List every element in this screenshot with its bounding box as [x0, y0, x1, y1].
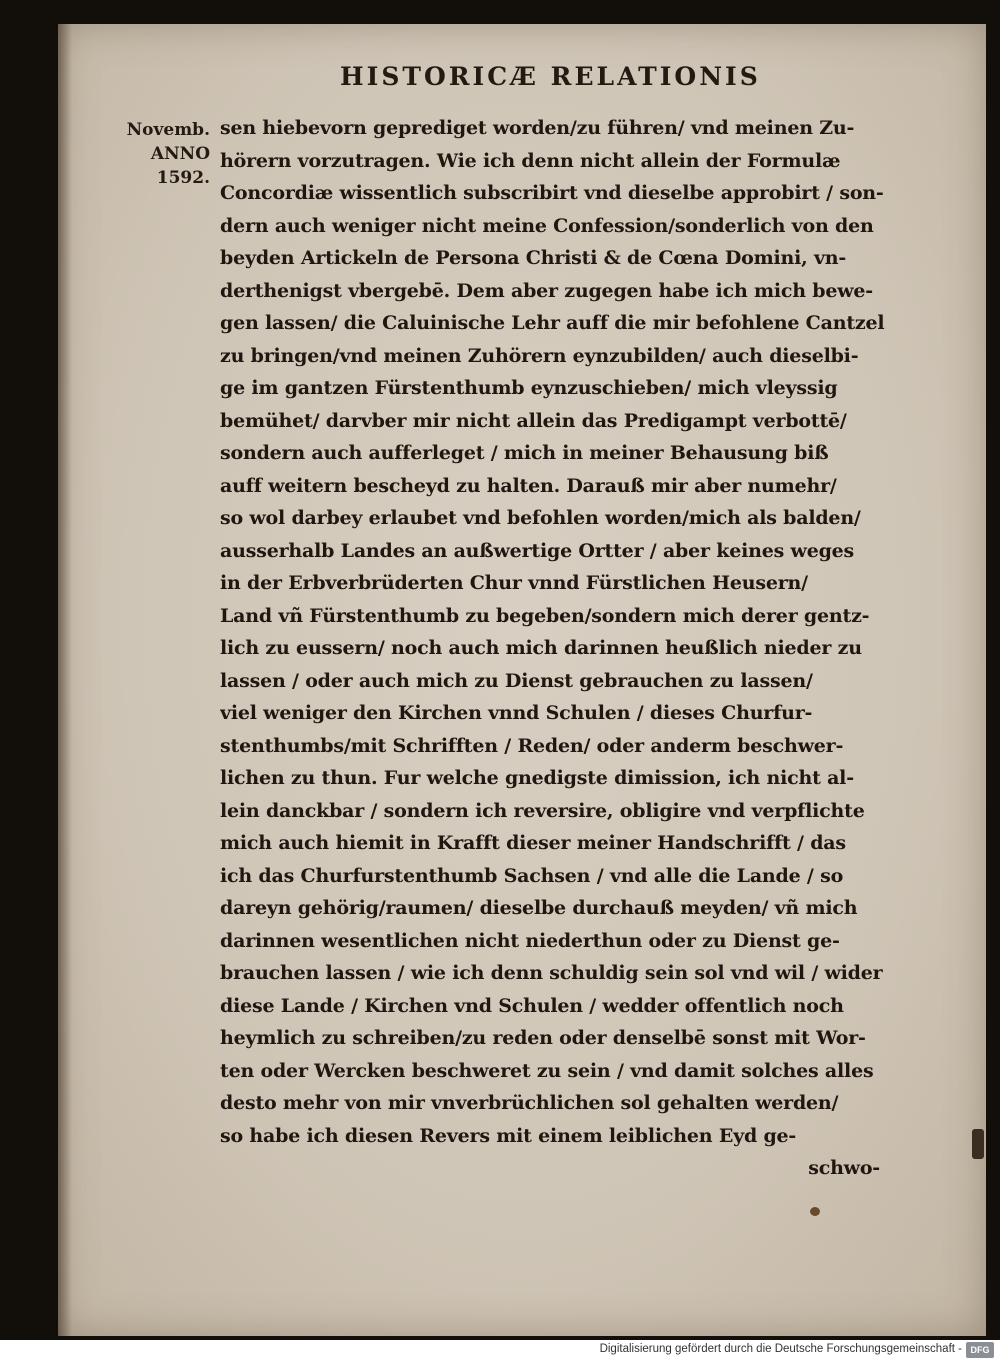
text-line: hörern vorzutragen. Wie ich denn nicht allein der Formulæ — [220, 149, 841, 172]
text-line: viel weniger den Kirchen vnnd Schulen / dieses Churfur- — [220, 702, 813, 724]
margin-note — [100, 118, 210, 190]
body-text — [220, 112, 910, 1185]
text-line: lassen / oder auch mich zu Dienst gebrauchen zu lassen/ — [220, 669, 813, 692]
catchword: schwo- — [808, 1157, 880, 1179]
text-line: heymlich zu schreiben/zu reden oder denselbē sonst mit Wor- — [220, 1027, 866, 1049]
text-line: dern auch weniger nicht meine Confession/sonderlich von den — [220, 214, 874, 237]
text-line: diese Lande / Kirchen vnd Schulen / wedder offentlich noch — [220, 994, 844, 1017]
text-line: mich auch hiemit in Krafft dieser meiner Handschrifft / das — [220, 832, 846, 854]
text-line: ich das Churfurstenthumb Sachsen / vnd alle die Lande / so — [220, 864, 844, 887]
dfg-logo: DFG — [966, 1342, 994, 1358]
text-line: Concordiæ wissentlich subscribirt vnd dieselbe approbirt / son- — [220, 182, 884, 204]
text-line: lichen zu thun. Fur welche gnedigste dimission, ich nicht al- — [220, 767, 854, 789]
text-line: ten oder Wercken beschweret zu sein / vnd damit solches alles — [220, 1059, 874, 1082]
text-line: lein danckbar / sondern ich reversire, obligire vnd verpflichte — [220, 799, 865, 822]
text-line: ge im gantzen Fürstenthumb eynzuschieben/ mich vleyssig — [220, 377, 838, 399]
text-line: in der Erbverbrüderten Chur vnnd Fürstlichen Heusern/ — [220, 572, 808, 594]
text-line: so wol darbey erlaubet vnd befohlen worden/mich als balden/ — [220, 507, 861, 529]
text-line: sondern auch aufferleget / mich in meiner Behausung biß — [220, 442, 829, 464]
text-line: brauchen lassen / wie ich denn schuldig sein sol vnd wil / wider — [220, 962, 883, 984]
text-line: Land vñ Fürstenthumb zu begeben/sondern mich derer gentz- — [220, 604, 870, 627]
funding-notice: Digitalisierung gefördert durch die Deutsche Forschungsgemeinschaft - — [599, 1343, 962, 1355]
text-line: auff weitern bescheyd zu halten. Darauß mir aber numehr/ — [220, 474, 837, 497]
text-line: bemühet/ darvber mir nicht allein das Predigampt verbottē/ — [220, 409, 847, 432]
text-line: darinnen wesentlichen nicht niederthun oder zu Dienst ge- — [220, 929, 840, 952]
text-line: beyden Artickeln de Persona Christi & de Cœna Domini, vn- — [220, 247, 847, 269]
text-line: derthenigst vbergebē. Dem aber zugegen habe ich mich bewe- — [220, 279, 873, 302]
footer-bar — [0, 1340, 1000, 1362]
text-line: stenthumbs/mit Schrifften / Reden/ oder anderm beschwer- — [220, 734, 844, 757]
text-line: dareyn gehörig/raumen/ dieselbe durchauß meyden/ vñ mich — [220, 897, 858, 919]
text-line: desto mehr von mir vnverbrüchlichen sol gehalten werden/ — [220, 1092, 839, 1114]
text-line: gen lassen/ die Caluinische Lehr auff die mir befohlene Cantzel — [220, 312, 885, 334]
page-gutter-shadow — [58, 24, 72, 1336]
text-line: lich zu eussern/ noch auch mich darinnen heußlich nieder zu — [220, 637, 862, 659]
running-head: HISTORICÆ RELATIONIS — [340, 62, 761, 91]
margin-note-anno: ANNO — [150, 144, 210, 164]
paper-stain — [810, 1207, 820, 1216]
text-line: so habe ich diesen Revers mit einem leiblichen Eyd ge- — [220, 1124, 797, 1147]
text-line: ausserhalb Landes an außwertige Ortter / aber keines weges — [220, 539, 855, 562]
margin-note-month: Novemb. — [126, 120, 210, 140]
margin-note-year: 1592. — [156, 168, 210, 188]
text-line: sen hiebevorn geprediget worden/zu führen/ vnd meinen Zu- — [220, 117, 855, 139]
text-line: zu bringen/vnd meinen Zuhörern eynzubilden/ auch dieselbi- — [220, 344, 859, 367]
page-edge-clip — [972, 1129, 984, 1159]
